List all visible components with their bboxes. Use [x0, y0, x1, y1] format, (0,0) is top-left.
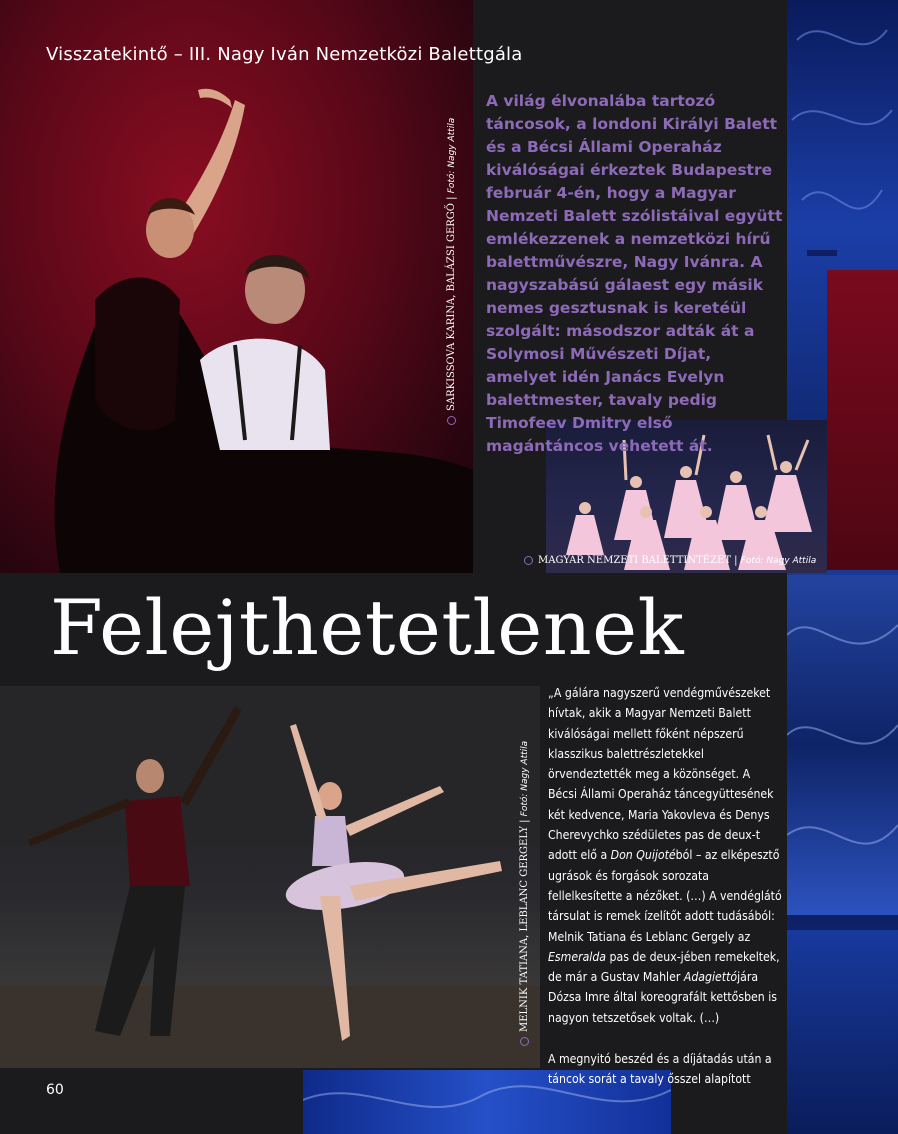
- body-paragraph-2: A megnyitó beszéd és a díjátadás után a táncok sorát a tavaly ősszel alapított: [548, 1052, 772, 1087]
- ornament-photo-mid: [787, 575, 898, 915]
- bullet-circle-icon: [447, 416, 456, 425]
- credit-subject: MAGYAR NEMZETI BALETTINTÉZET: [538, 555, 731, 566]
- credit-photographer: Fotó: Nagy Attila: [520, 740, 530, 817]
- photo-credit-kids: MAGYAR NEMZETI BALETTINTÉZET | Fotó: Nagy Attila: [524, 555, 816, 566]
- red-curtain-block: [827, 270, 898, 570]
- article-headline: Felejthetetlenek: [50, 583, 685, 672]
- credit-subject: MELNIK TATIANA, LEBLANC GERGELY: [519, 826, 530, 1032]
- section-label: Visszatekintő – III. Nagy Iván Nemzetközi Balettgála: [46, 44, 523, 65]
- ornament-photo-low: [787, 930, 898, 1134]
- article-body: [548, 683, 782, 1111]
- bullet-circle-icon: [524, 556, 533, 565]
- credit-photographer: Fotó: Nagy Attila: [740, 556, 817, 566]
- credit-subject: SARKISSOVA KARINA, BALÁZSI GERGŐ: [446, 203, 457, 411]
- page-number: 60: [46, 1082, 64, 1098]
- credit-photographer: Fotó: Nagy Attila: [447, 117, 457, 194]
- body-paragraph-1: „A gálára nagyszerű vendégművészeket hívtak, akik a Magyar Nemzeti Balett kiválóságai mellett főként népszerű klasszikus balettrészletekkel örvendeztették meg a közönséget. A Bécsi Állami Operaház táncegyüttesének két kedvence, Maria Yakovleva és Denys Cherevychko szédületes pas de deux-t adott elő a Don Quijotéból – az elképesztő ugrások és forgások sorozata fellelkesítette a nézőket. (…) A vendéglátó társulat is remek ízelítőt adott tudásából: Melnik Tatiana és Leblanc Gergely az Esmeralda pas de deux-jében remekeltek, de már a Gustav Mahler Adagiettójára Dózsa Imre által koreografált kettősben is nagyon tetszetősek voltak. (…): [548, 686, 782, 1025]
- ballet-photo-sarkissova-balazsi: [0, 0, 473, 573]
- photo-credit-bottom: MELNIK TATIANA, LEBLANC GERGELY | Fotó: Nagy Attila: [519, 741, 530, 1046]
- bullet-circle-icon: [520, 1037, 529, 1046]
- lead-paragraph: A világ élvonalába tartozó táncosok, a londoni Királyi Balett és a Bécsi Állami Operaház kiválóságai érkeztek Budapestre február 4-én, hogy a Magyar Nemzeti Balett szólistáival együtt emlékezzenek a nemzetközi hírű balettművészre, Nagy Ivánra. A nagyszabású gálaest egy másik nemes gesztusnak is keretéül szolgált: másodszor adták át a Solymosi Művészeti Díjat, amelyet idén Janács Evelyn balettmester, tavaly pedig Timofeev Dmitry első magántáncos vehetett át.: [486, 92, 783, 455]
- photo-credit-top: SARKISSOVA KARINA, BALÁZSI GERGŐ | Fotó: Nagy Attila: [446, 118, 457, 425]
- ballet-photo-melnik-leblanc: [0, 686, 540, 1068]
